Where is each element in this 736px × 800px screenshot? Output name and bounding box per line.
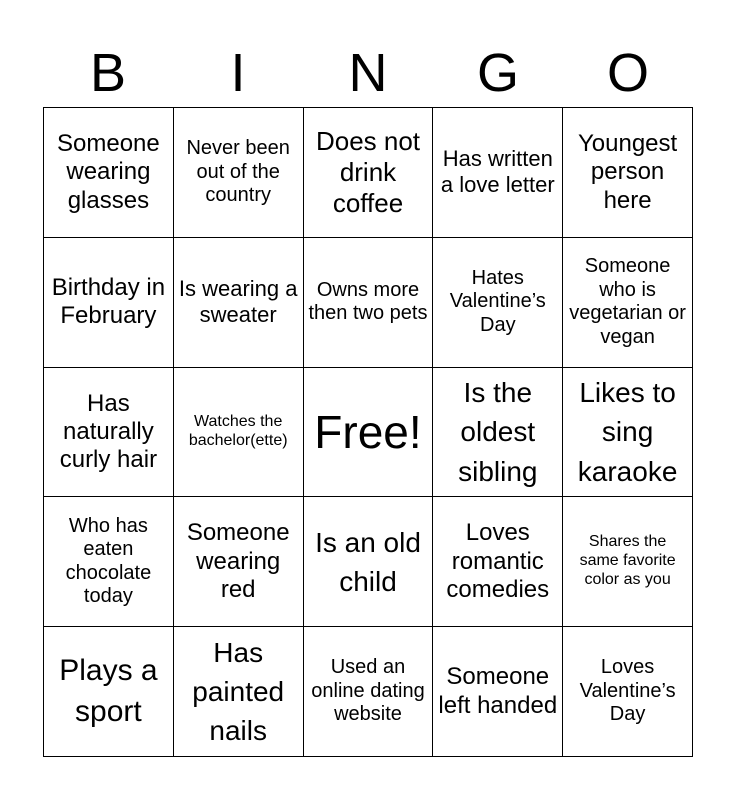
header-letter-g: G — [476, 43, 519, 103]
bingo-card-grid — [43, 107, 693, 757]
bingo-cell[interactable]: Has written a love letter — [433, 108, 563, 238]
bingo-header — [43, 42, 693, 104]
bingo-cell[interactable]: Is an old child — [304, 497, 434, 627]
bingo-cell[interactable]: Birthday in February — [44, 238, 174, 368]
free-space-cell[interactable]: Free! — [304, 368, 434, 498]
bingo-cell[interactable]: Plays a sport — [44, 627, 174, 757]
header-letter-b: B — [89, 43, 127, 103]
bingo-cell[interactable]: Is wearing a sweater — [174, 238, 304, 368]
bingo-cell[interactable]: Loves romantic comedies — [433, 497, 563, 627]
bingo-cell[interactable]: Used an online dating website — [304, 627, 434, 757]
bingo-cell[interactable]: Loves Valentine’s Day — [563, 627, 693, 757]
header-letter-o: O — [606, 43, 649, 103]
bingo-cell[interactable]: Someone who is vegetarian or vegan — [563, 238, 693, 368]
bingo-cell[interactable]: Youngest person here — [563, 108, 693, 238]
bingo-cell[interactable]: Likes to sing karaoke — [563, 368, 693, 498]
header-letter-i: I — [230, 43, 246, 103]
bingo-cell[interactable]: Watches the bachelor(ette) — [174, 368, 304, 498]
bingo-cell[interactable]: Never been out of the country — [174, 108, 304, 238]
bingo-cell[interactable]: Has naturally curly hair — [44, 368, 174, 498]
bingo-cell[interactable]: Owns more then two pets — [304, 238, 434, 368]
header-letter-n: N — [348, 43, 388, 103]
bingo-cell[interactable]: Hates Valentine’s Day — [433, 238, 563, 368]
bingo-cell[interactable]: Someone wearing red — [174, 497, 304, 627]
bingo-cell[interactable]: Is the oldest sibling — [433, 368, 563, 498]
bingo-cell[interactable]: Who has eaten chocolate today — [44, 497, 174, 627]
bingo-cell[interactable]: Shares the same favorite color as you — [563, 497, 693, 627]
bingo-cell[interactable]: Someone left handed — [433, 627, 563, 757]
bingo-cell[interactable]: Has painted nails — [174, 627, 304, 757]
bingo-cell[interactable]: Someone wearing glasses — [44, 108, 174, 238]
bingo-cell[interactable]: Does not drink coffee — [304, 108, 434, 238]
